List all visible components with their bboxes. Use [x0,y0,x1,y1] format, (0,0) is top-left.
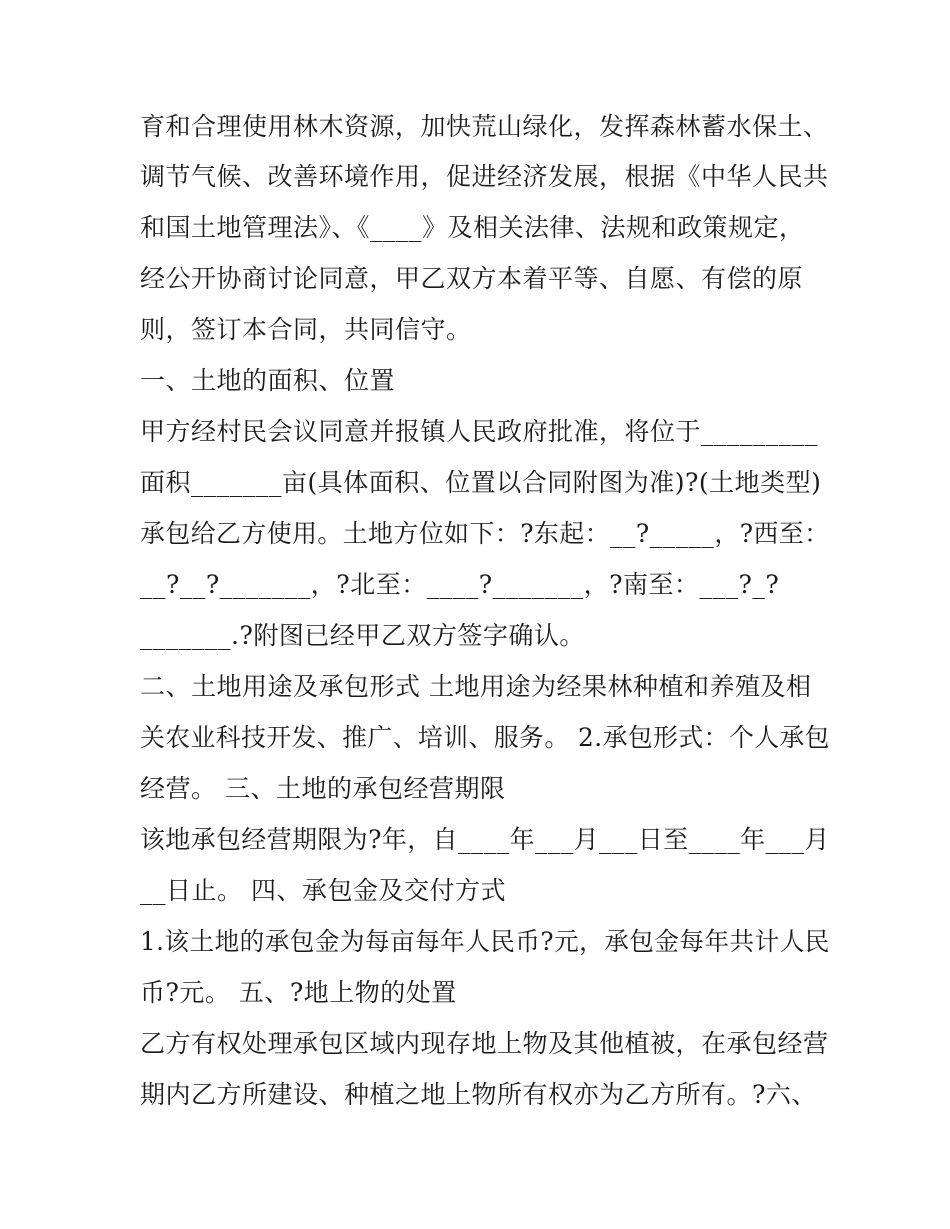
text-line: 面积_______亩(具体面积、位置以合同附图为准)?(土地类型) [140,468,822,497]
text-line: _______.?附图已经甲乙双方签字确认。 [140,621,585,650]
text-line: 二、土地用途及承包形式 土地用途为经果林种植和养殖及相 [140,672,812,701]
text-line: 甲方经村民会议同意并报镇人民政府批准，将位于_________ [140,417,819,446]
text-line: 调节气候、改善环境作用，促进经济发展，根据《中华人民共 [140,162,829,191]
text-line: 期内乙方所建设、种植之地上物所有权亦为乙方所有。?六、 [140,1080,817,1109]
text-line: 和国土地管理法》、《____》及相关法律、法规和政策规定， [140,213,805,242]
text-line: 关农业科技开发、推广、培训、服务。 2.承包形式：个人承包 [140,723,831,752]
text-line: 乙方有权处理承包区域内现存地上物及其他植被，在承包经营 [140,1029,829,1058]
text-line: __日止。 四、承包金及交付方式 [140,876,506,905]
text-line: __?__?_______，?北至：____?_______，?南至：___?_? [140,570,780,599]
text-line: 1.该土地的承包金为每亩每年人民币?元，承包金每年共计人民 [140,927,830,956]
text-line: 该地承包经营期限为?年，自____年___月___日至____年___月 [140,825,830,854]
section-heading: 一、土地的面积、位置 [140,366,396,395]
text-line: 育和合理使用林木资源，加快荒山绿化，发挥森林蓄水保土、 [140,112,829,141]
text-line: 币?元。 五、?地上物的处置 [140,978,457,1007]
text-line: 经营。 三、土地的承包经营期限 [140,774,506,803]
text-line: 则，签订本合同，共同信守。 [140,315,472,344]
text-line: 承包给乙方使用。土地方位如下：?东起：__?_____，?西至： [140,519,830,548]
text-line: 经公开协商讨论同意，甲乙双方本着平等、自愿、有偿的原 [140,264,804,293]
